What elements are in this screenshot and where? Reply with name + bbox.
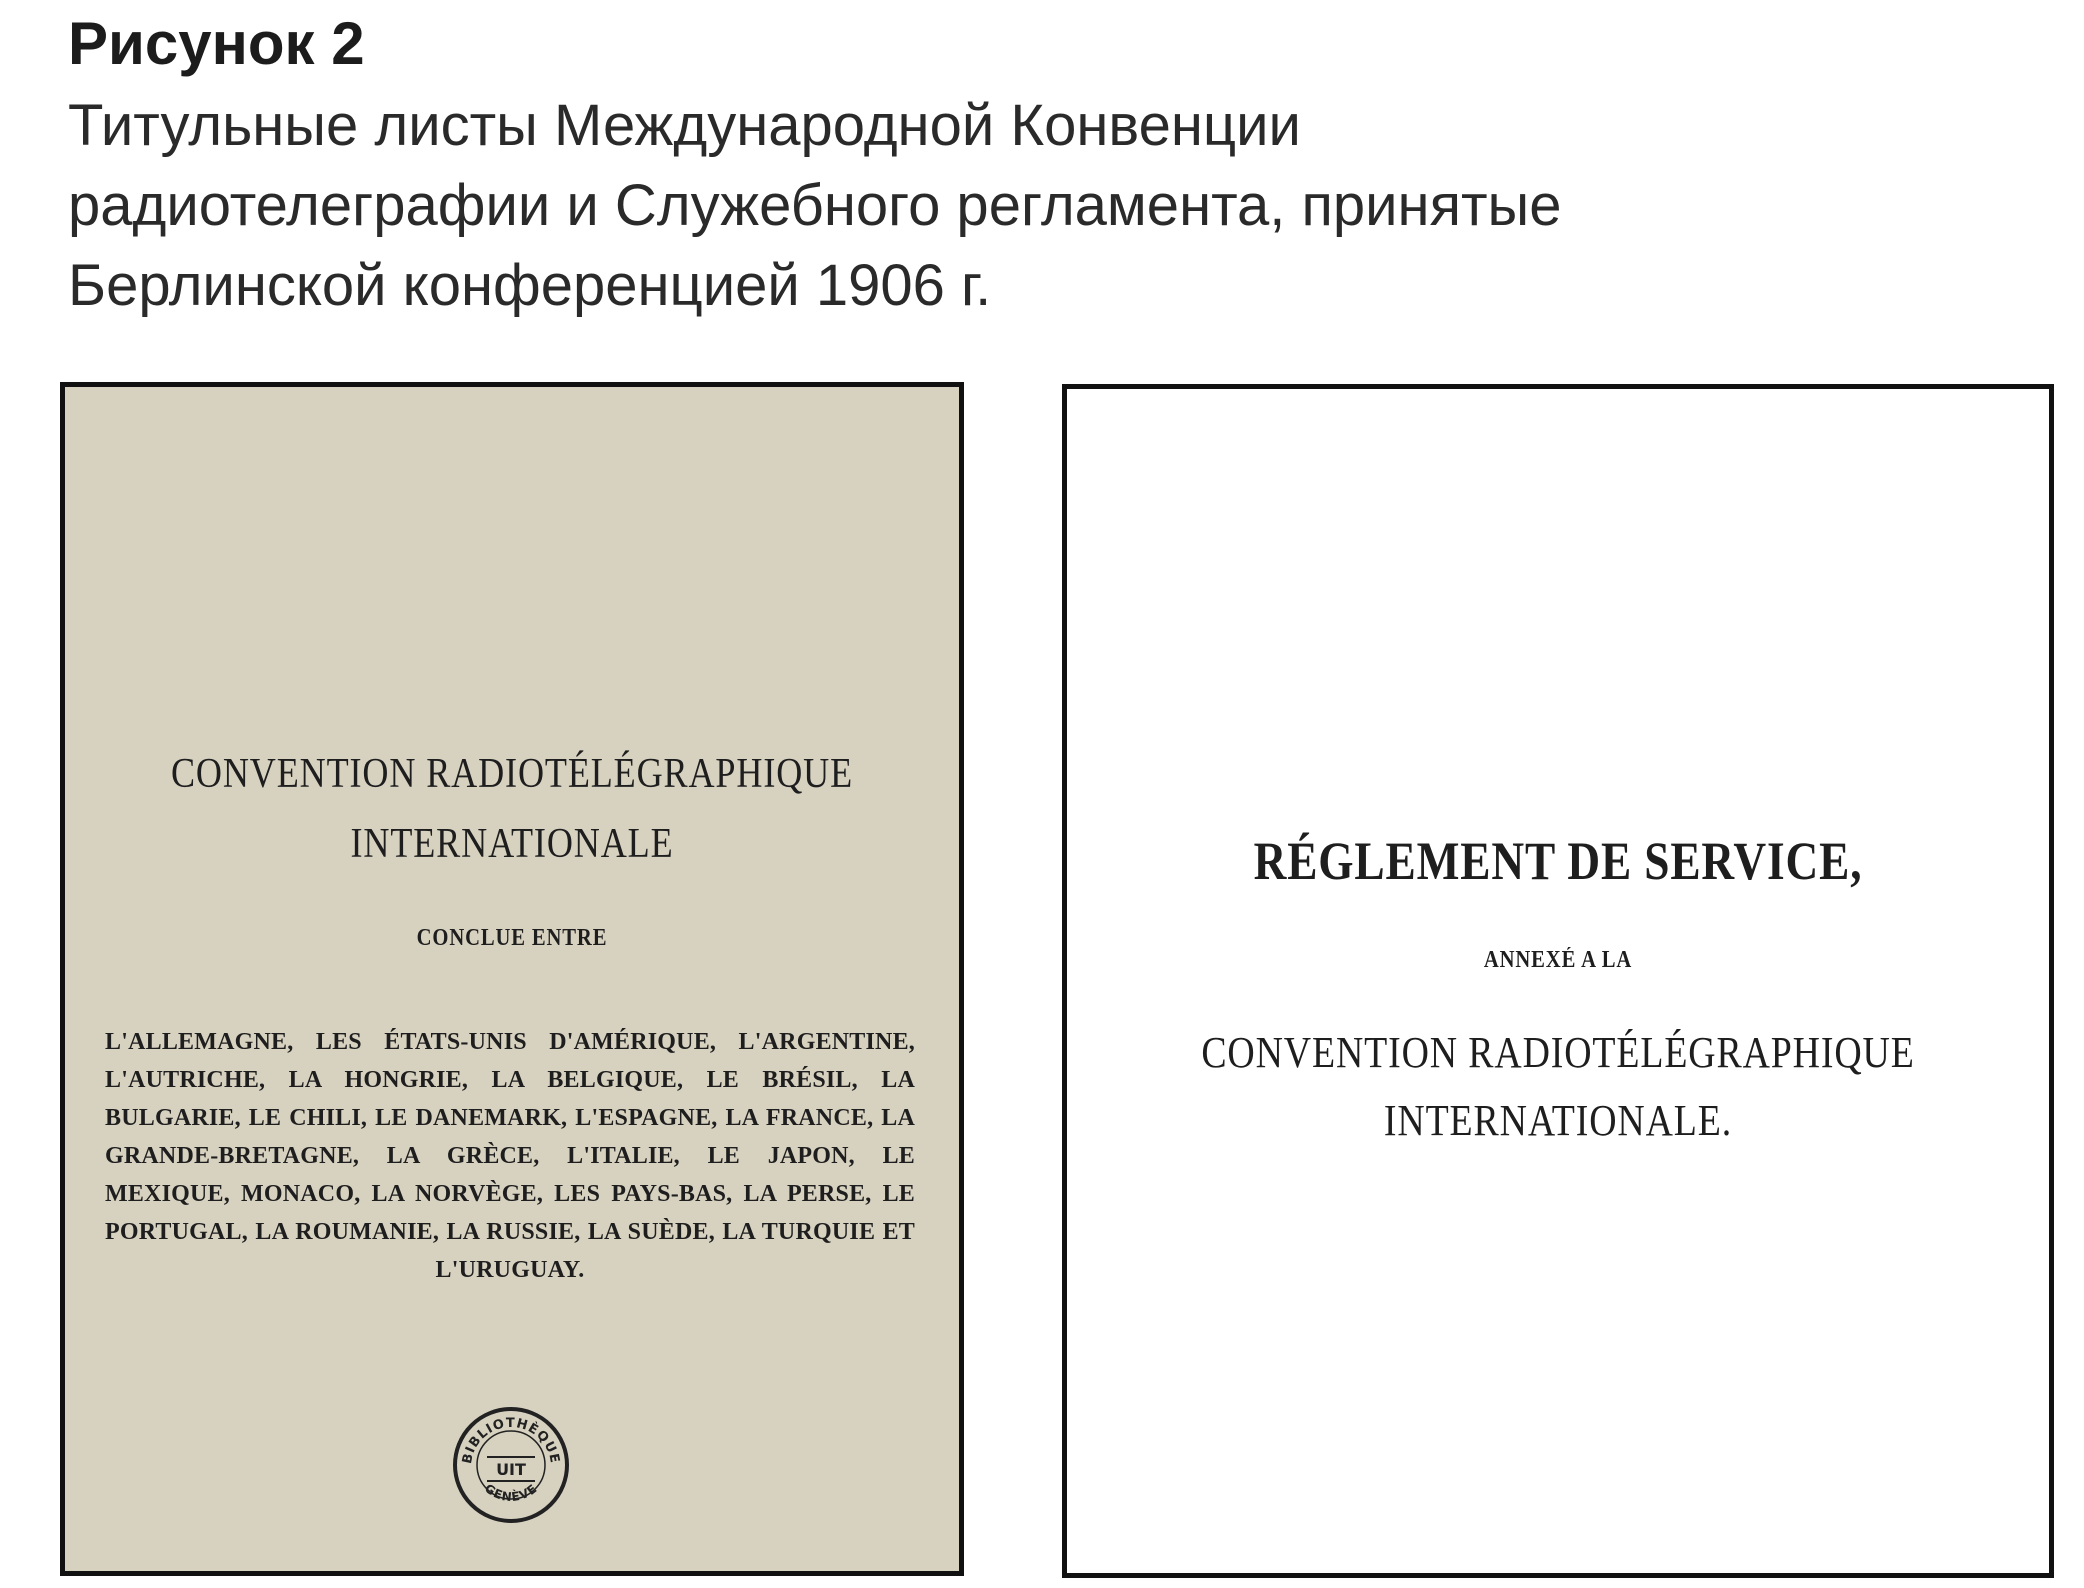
concluded-between-label: CONCLUE ENTRE bbox=[416, 925, 608, 951]
library-stamp-icon bbox=[451, 1405, 571, 1525]
convention-title-page bbox=[60, 382, 964, 1576]
figure-caption bbox=[68, 86, 1968, 326]
stamp-center-text: UIT bbox=[496, 1460, 526, 1479]
service-regulations-title-page bbox=[1062, 384, 2054, 1578]
annexed-convention-title bbox=[1136, 1019, 1981, 1155]
caption-line: радиотелеграфии и Служебного регламента, принятые bbox=[68, 173, 1562, 238]
svg-text:GENÈVE bbox=[482, 1481, 540, 1504]
convention-title-line: INTERNATIONALE bbox=[350, 821, 674, 867]
service-regulations-title: RÉGLEMENT DE SERVICE, bbox=[1253, 831, 1863, 891]
signatory-countries: L'ALLEMAGNE, LES ÉTATS-UNIS D'AMÉRIQUE, L'ARGENTINE, L'AUTRICHE, LA HONGRIE, LA BELGIQUE, LE BRÉSIL, LA BULGARIE, LE CHILI, LE DANEMARK, L'ESPAGNE, LA FRANCE, LA GRANDE-BRETAGNE, LA GRÈCE, L'ITALIE, LE JAPON, LE MEXIQUE, MONACO, LA NORVÈGE, LES PAYS-BAS, LA PERSE, LE PORTUGAL, LA ROUMANIE, LA RUSSIE, LA SUÈDE, LA TURQUIE ET L'URUGUAY. bbox=[105, 1029, 915, 1283]
caption-line: Титульные листы Международной Конвенции bbox=[68, 93, 1301, 158]
annexed-convention-line: INTERNATIONALE. bbox=[1383, 1096, 1733, 1145]
convention-title-line: CONVENTION RADIOTÉLÉGRAPHIQUE bbox=[170, 751, 854, 797]
caption-line: Берлинской конференцией 1906 г. bbox=[68, 253, 992, 318]
annexed-label: ANNEXÉ A LA bbox=[1483, 947, 1633, 973]
stamp-top-text: BIBLIOTHÈQUE bbox=[459, 1415, 563, 1466]
figure-label: Рисунок 2 bbox=[68, 10, 365, 77]
annexed-convention-line: CONVENTION RADIOTÉLÉGRAPHIQUE bbox=[1201, 1028, 1915, 1077]
stamp-bottom-text: GENÈVE bbox=[481, 1481, 541, 1505]
convention-title bbox=[128, 739, 897, 879]
